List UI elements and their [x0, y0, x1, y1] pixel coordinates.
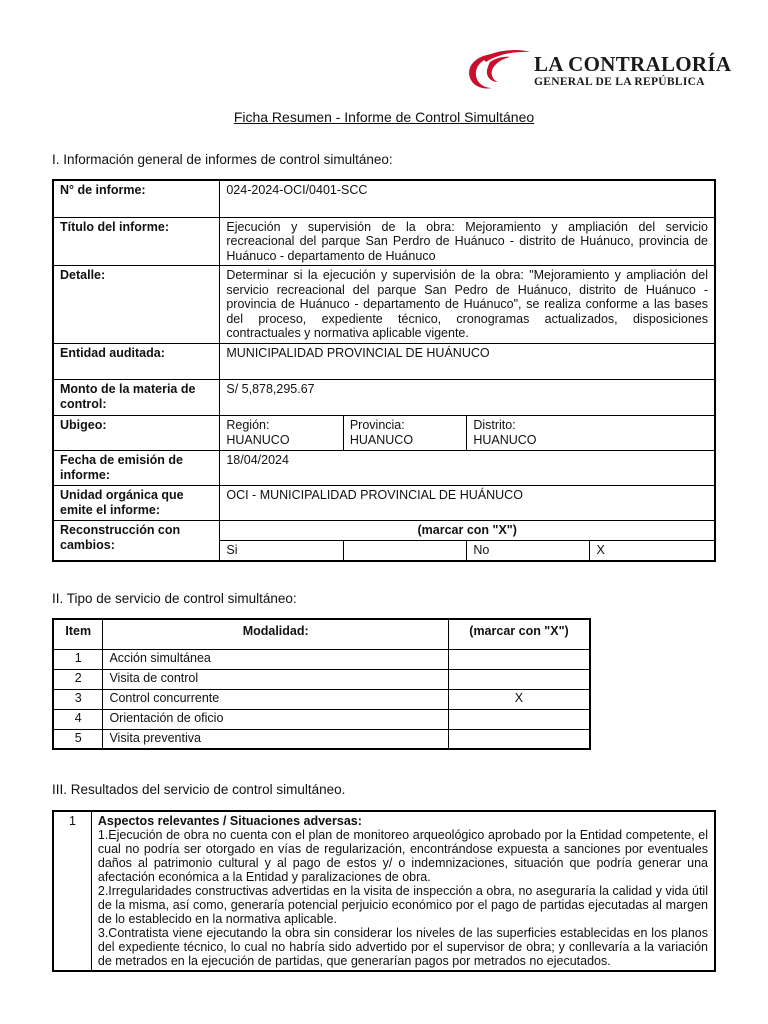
row-item: 3 [53, 689, 103, 709]
logo-title: LA CONTRALORÍA [534, 52, 732, 76]
provincia-value: HUANUCO [349, 432, 414, 447]
table-row [53, 217, 715, 266]
row-mark: X [448, 689, 590, 709]
no-label: No [467, 541, 590, 561]
row-item: 1 [53, 649, 103, 669]
section1-heading: I. Información general de informes de control simultáneo: [52, 152, 393, 167]
row-modalidad: Orientación de oficio [103, 709, 449, 729]
table-row [53, 811, 715, 971]
unidad-value: OCI - MUNICIPALIDAD PROVINCIAL DE HUÁNUCO [220, 486, 715, 521]
table-row [53, 729, 590, 749]
monto-value: S/ 5,878,295.67 [220, 380, 715, 416]
monto-label: Monto de la materia de control: [53, 380, 220, 416]
section2-heading: II. Tipo de servicio de control simultáneo: [52, 591, 297, 606]
result-number: 1 [53, 811, 91, 971]
provincia-cell [343, 416, 466, 451]
unidad-label: Unidad orgánica que emite el informe: [53, 486, 220, 521]
row-modalidad: Visita preventiva [103, 729, 449, 749]
row-modalidad: Control concurrente [103, 689, 449, 709]
logo-subtitle: GENERAL DE LA REPÚBLICA [534, 76, 705, 88]
distrito-value: HUANUCO [473, 432, 537, 447]
table-row [53, 416, 715, 451]
region-value: HUANUCO [226, 432, 290, 447]
table-row [53, 709, 590, 729]
table-row [53, 344, 715, 380]
result-body [91, 811, 715, 971]
general-info-table [52, 179, 716, 562]
service-type-table [52, 618, 591, 750]
table-row [53, 180, 715, 217]
numero-label: N° de informe: [53, 180, 220, 217]
table-row [53, 689, 590, 709]
table-row [53, 486, 715, 521]
entidad-value: MUNICIPALIDAD PROVINCIAL DE HUÁNUCO [220, 344, 715, 380]
row-mark [448, 729, 590, 749]
row-mark [448, 669, 590, 689]
table-row [53, 380, 715, 416]
detalle-value: Determinar si la ejecución y supervisión de la obra: "Mejoramiento y ampliación del servicio recreacional del parque San Pedro de Huánuco, distrito de Huánuco - provincia de Huánuco - departamento de Huánuco", se realiza conforme a las bases del proceso, expediente técnico, cronogramas actualizados, disposiciones contractuales y normativa aplicable vigente. [220, 266, 715, 344]
result-item: 3.Contratista viene ejecutando la obra sin considerar los niveles de las superficies establecidas en los planos del expediente técnico, lo cual no habría sido advertido por el supervisor de obra; y conllevaría a la variación de metrados en la ejecución de partidas, que generarían pagos por metrados no ejecutados. [97, 926, 708, 968]
distrito-cell [467, 416, 715, 451]
results-table [52, 810, 716, 972]
row-modalidad: Visita de control [103, 669, 449, 689]
fecha-value: 18/04/2024 [220, 451, 715, 486]
contraloria-emblem-icon [462, 48, 532, 92]
table-row [53, 521, 715, 541]
distrito-label: Distrito: [473, 418, 516, 432]
row-item: 4 [53, 709, 103, 729]
col-modalidad-header: Modalidad: [103, 619, 449, 649]
result-item: 2.Irregularidades constructivas advertidas en la visita de inspección a obra, no aseguraría la calidad y vida útil de la misma, así como, generaría potencial perjuicio económico por el pago de partidas ejecutadas al margen de lo establecido en la normativa aplicable. [97, 884, 708, 926]
table-header-row [53, 619, 590, 649]
col-item-header: Item [53, 619, 103, 649]
marcar-header: (marcar con "X") [220, 521, 715, 541]
row-modalidad: Acción simultánea [103, 649, 449, 669]
provincia-label: Provincia: [349, 418, 405, 432]
row-item: 2 [53, 669, 103, 689]
row-mark [448, 649, 590, 669]
row-mark [448, 709, 590, 729]
reconstruccion-label: Reconstrucción con cambios: [53, 521, 220, 561]
region-label: Región: [226, 418, 270, 432]
titulo-value: Ejecución y supervisión de la obra: Mejoramiento y ampliación del servicio recreacional del parque San Perdro de Huánuco - distrito de Huánuco, provincia de Huánuco - departamento de Huánuco [220, 217, 715, 266]
row-item: 5 [53, 729, 103, 749]
numero-value: 024-2024-OCI/0401-SCC [220, 180, 715, 217]
result-item: 1.Ejecución de obra no cuenta con el plan de monitoreo arqueológico aprobado por la Entidad competente, el cual no podría ser otorgado en vías de regularización, encontrándose expuesta a sanciones por eventuales daños al patrimonio cultural y al pago de estos y/ o indemnizaciones, situación que podría generar una afectación económica a la Entidad y paralizaciones de obra. [97, 828, 708, 884]
table-row [53, 266, 715, 344]
ubigeo-label: Ubigeo: [53, 416, 220, 451]
si-mark [343, 541, 466, 561]
section3-heading: III. Resultados del servicio de control simultáneo. [52, 782, 346, 797]
result-subheading: Aspectos relevantes / Situaciones adversas: [97, 814, 362, 828]
document-title: Ficha Resumen - Informe de Control Simultáneo [233, 109, 535, 125]
table-row [53, 649, 590, 669]
contraloria-logo [462, 46, 732, 94]
col-marcar-header: (marcar con "X") [448, 619, 590, 649]
entidad-label: Entidad auditada: [53, 344, 220, 380]
titulo-label: Título del informe: [53, 217, 220, 266]
fecha-label: Fecha de emisión de informe: [53, 451, 220, 486]
detalle-label: Detalle: [53, 266, 220, 344]
si-label: Si [220, 541, 343, 561]
table-row [53, 669, 590, 689]
region-cell [220, 416, 343, 451]
table-row [53, 451, 715, 486]
no-mark: X [590, 541, 715, 561]
